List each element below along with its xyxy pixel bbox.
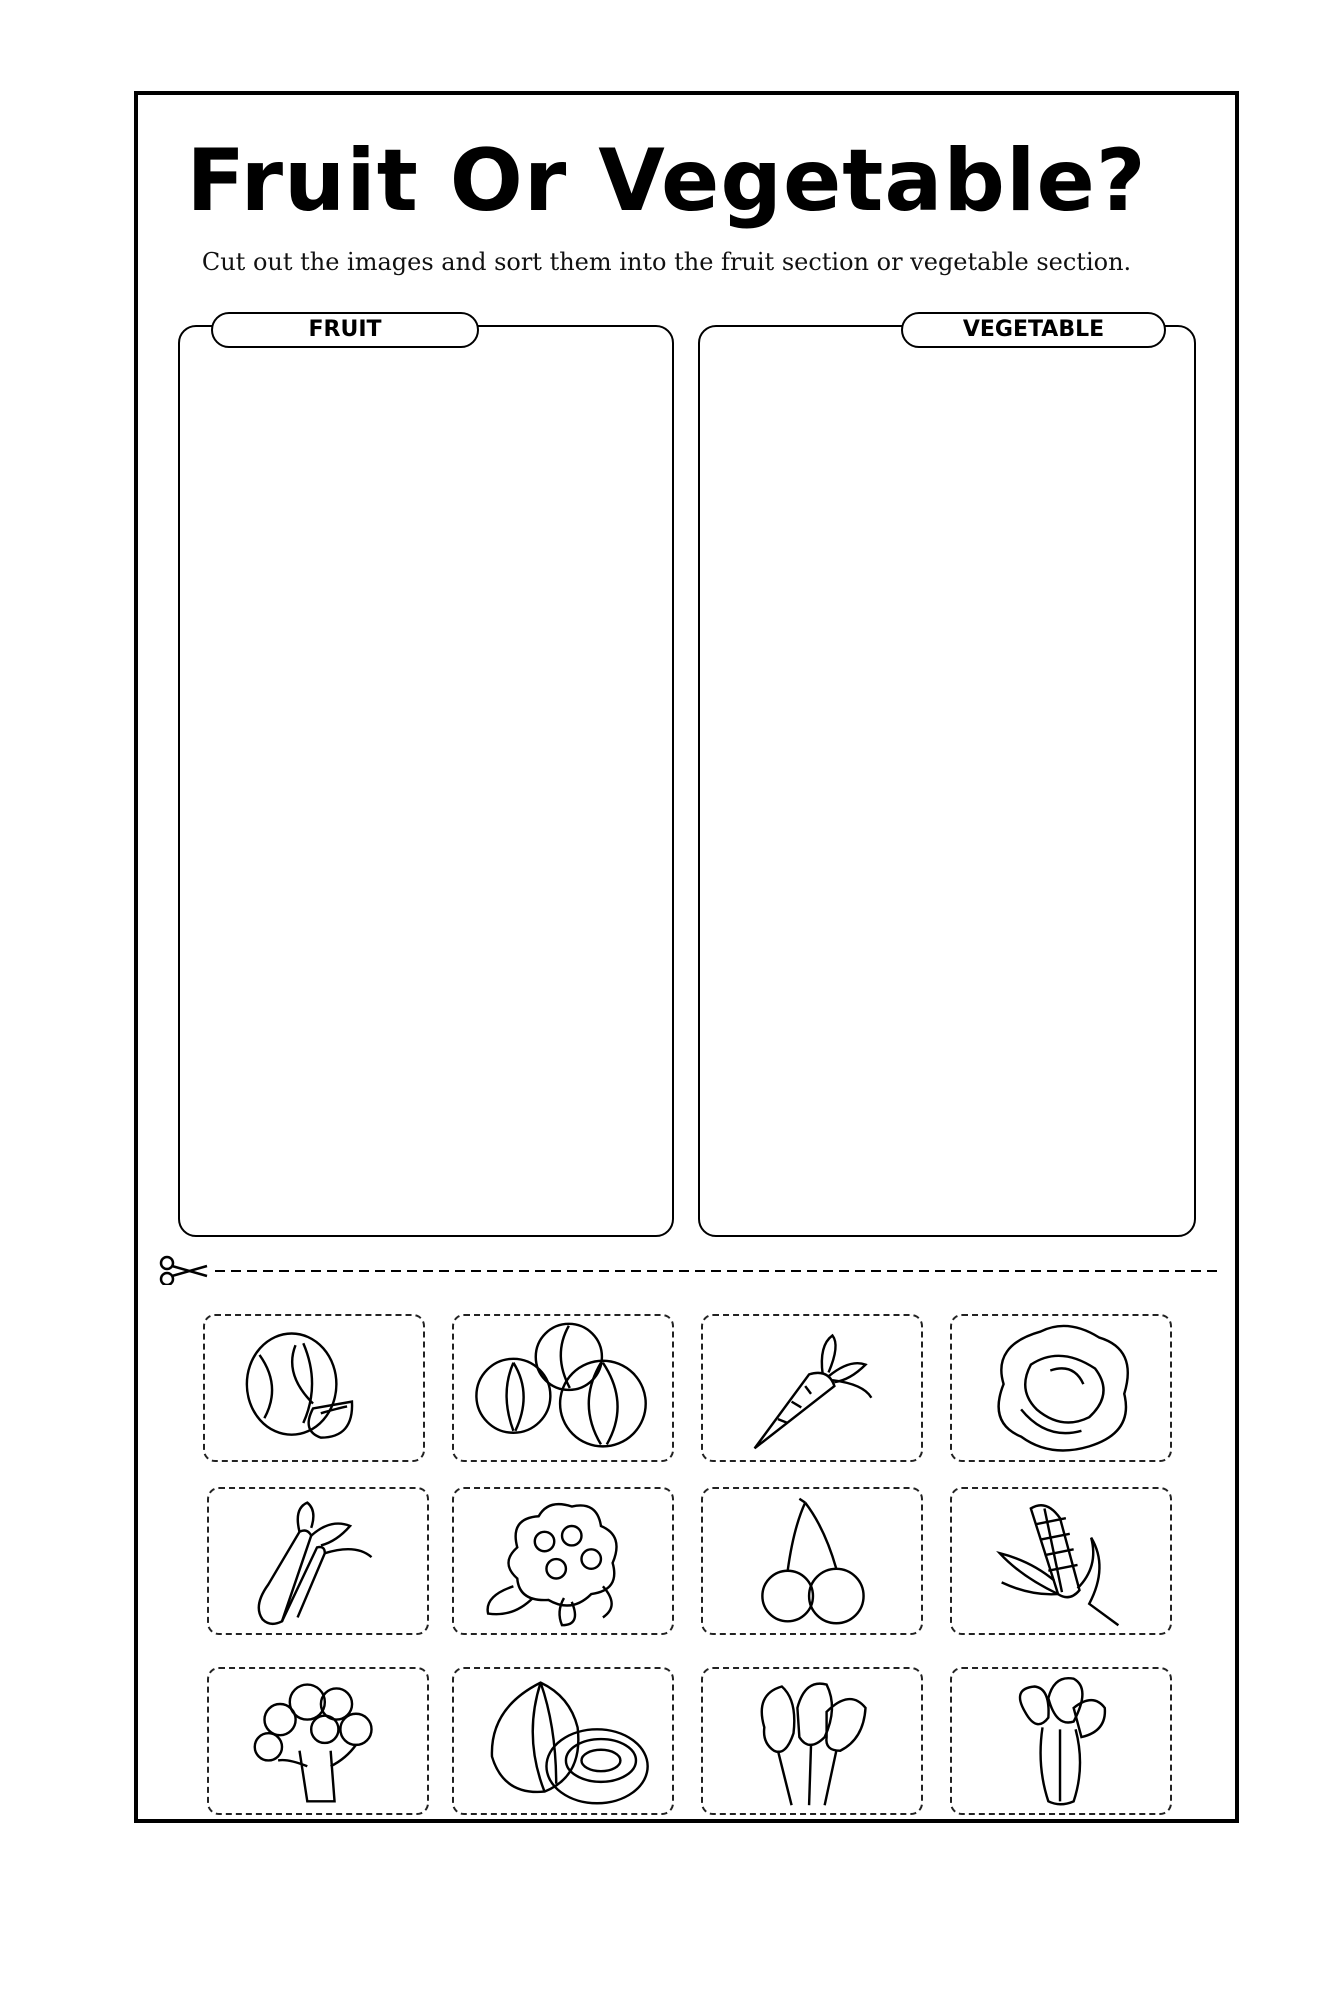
broccoli-icon (209, 1669, 427, 1813)
cherries-icon (703, 1489, 921, 1633)
corn-card[interactable] (950, 1487, 1172, 1635)
brussels-sprouts-card[interactable] (452, 1314, 674, 1462)
scissors-icon (161, 1257, 207, 1285)
vegetable-section-label: VEGETABLE (901, 312, 1166, 348)
cauliflower-card[interactable] (452, 1487, 674, 1635)
bok-choy-icon (952, 1669, 1170, 1813)
chard-icon (703, 1669, 921, 1813)
page-title: Fruit Or Vegetable? (186, 131, 1147, 231)
cabbage-card[interactable] (950, 1314, 1172, 1462)
onion-card[interactable] (452, 1667, 674, 1815)
cabbage-icon (952, 1316, 1170, 1460)
brussels-sprouts-icon (454, 1316, 672, 1460)
chard-card[interactable] (701, 1667, 923, 1815)
fruit-drop-zone[interactable] (178, 325, 674, 1237)
bok-choy-card[interactable] (950, 1667, 1172, 1815)
cut-line (155, 1255, 1220, 1285)
instructions-text: Cut out the images and sort them into the fruit section or vegetable section. (201, 248, 1132, 276)
carrot-icon (703, 1316, 921, 1460)
corn-icon (952, 1489, 1170, 1633)
melon-card[interactable] (203, 1314, 425, 1462)
carrot-card[interactable] (701, 1314, 923, 1462)
broccoli-card[interactable] (207, 1667, 429, 1815)
cherries-card[interactable] (701, 1487, 923, 1635)
vegetable-drop-zone[interactable] (698, 325, 1196, 1237)
fruit-section-label: FRUIT (211, 312, 479, 348)
celery-card[interactable] (207, 1487, 429, 1635)
cauliflower-icon (454, 1489, 672, 1633)
celery-icon (209, 1489, 427, 1633)
melon-icon (205, 1316, 423, 1460)
onion-icon (454, 1669, 672, 1813)
